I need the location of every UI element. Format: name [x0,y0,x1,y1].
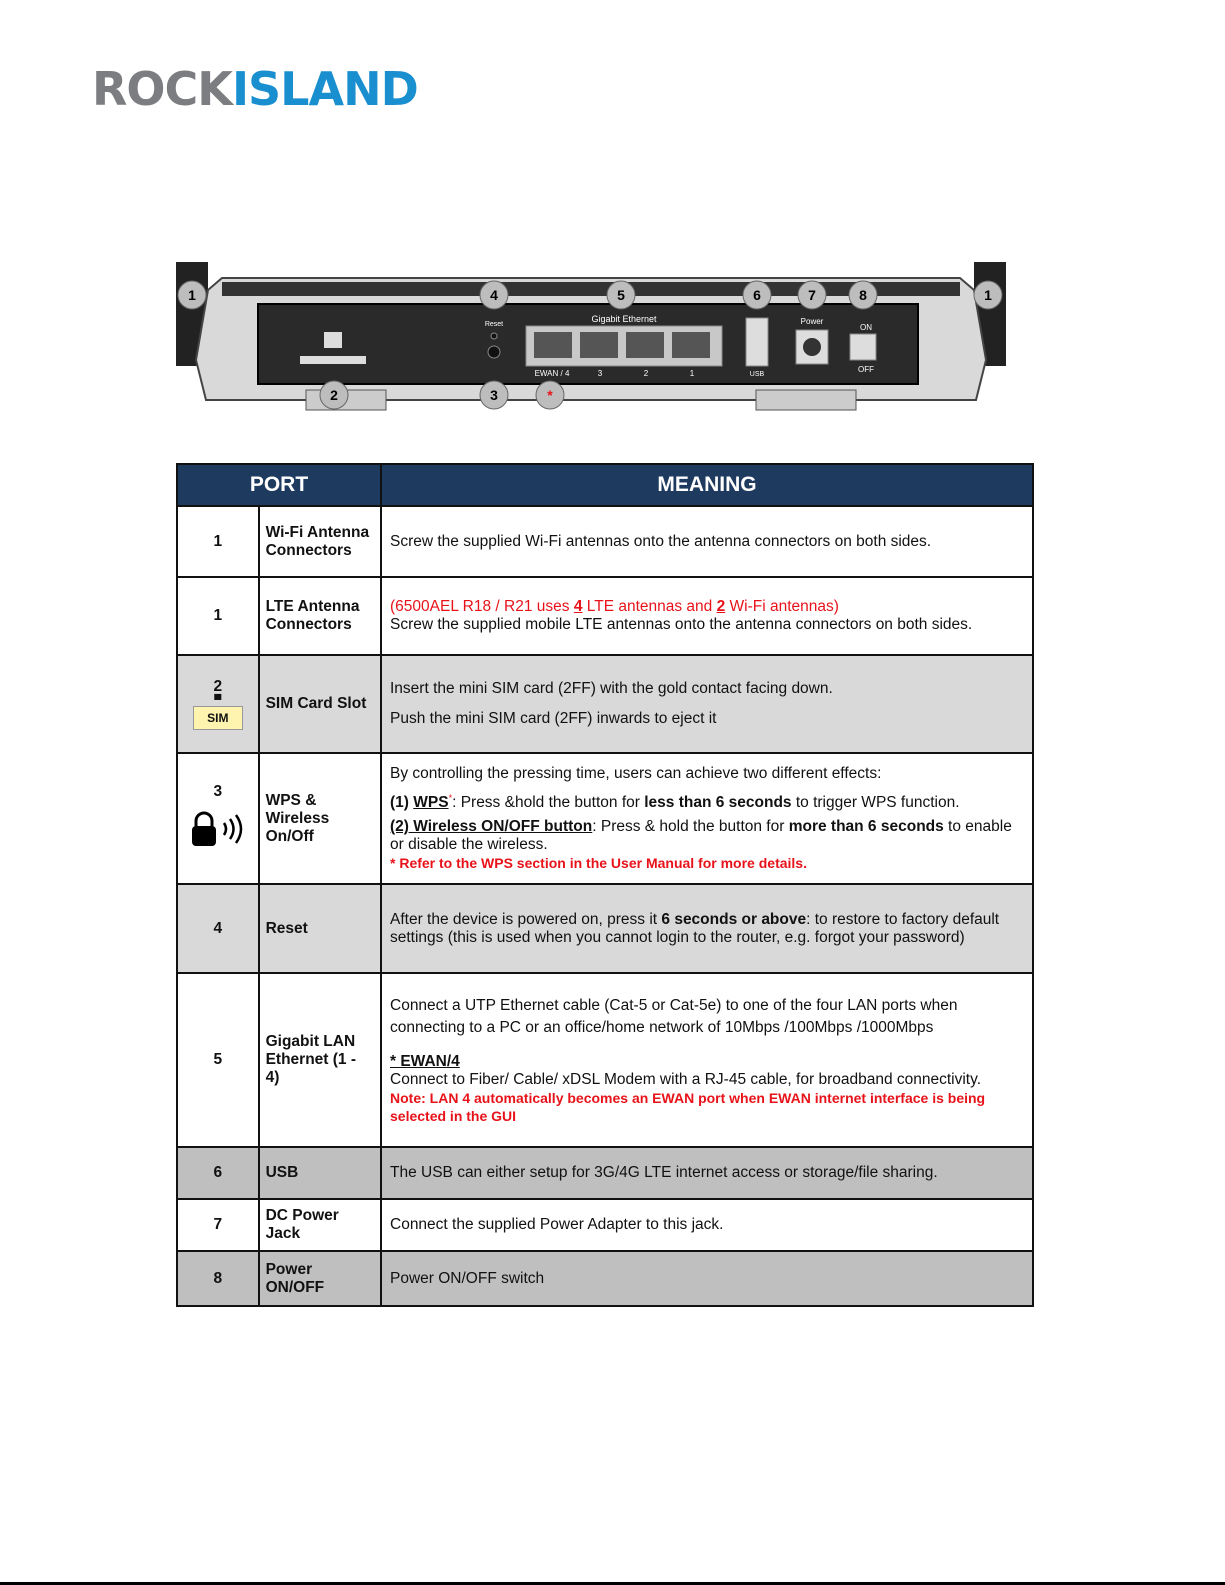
sim-icon [324,332,342,348]
row-num: 1 [177,577,259,655]
row-num: 8 [177,1251,259,1306]
wps-button [488,346,500,358]
sim-slot [300,356,366,364]
label-usb: USB [749,371,765,378]
row-num: 3 [177,753,259,884]
label-port-1: 1 [689,369,695,378]
table-row [177,577,1033,655]
callout-6: 6 [753,287,761,303]
ethernet-port-3 [580,332,618,358]
callout-3: 3 [490,387,498,403]
label-reset: Reset [484,321,504,328]
header-meaning: MEANING [381,464,1033,506]
power-switch [850,334,876,360]
row-name: Power ON/OFF [259,1251,381,1306]
lte-desc: Screw the supplied mobile LTE antennas onto the antenna connectors on both sides. [390,616,973,633]
row-desc [381,753,1033,884]
ethernet-port-1 [672,332,710,358]
callout-7: 7 [808,287,816,303]
sim-badge: SIM [193,706,243,730]
row-num: 2 ▀ SIM [177,655,259,753]
lan-desc: Connect a UTP Ethernet cable (Cat-5 or Cat-5e) to one of the four LAN ports when connecting to a PC or an office/home network of 10Mbps /100Mbps /1000Mbps [390,997,958,1036]
ewan-desc: Connect to Fiber/ Cable/ xDSL Modem with a RJ-45 cable, for broadband connectivity. [390,1071,982,1088]
lte-note: (6500AEL R18 / R21 uses 4 LTE antennas and 2 Wi-Fi antennas) [390,598,839,615]
label-power: Power [800,317,824,326]
row-num: 6 [177,1147,259,1199]
row-name: Wi-Fi Antenna Connectors [259,506,381,577]
label-off: OFF [858,365,874,374]
label-on: ON [860,323,872,332]
table-header [177,464,1033,506]
row-name: Gigabit LAN Ethernet (1 - 4) [259,973,381,1147]
row-name: Reset [259,884,381,973]
callout-star: * [547,387,553,403]
row-name: USB [259,1147,381,1199]
row-num: 5 [177,973,259,1147]
ethernet-port-ewan [534,332,572,358]
wps-effect-1: (1) WPS*: Press &hold the button for less than 6 seconds to trigger WPS function. [390,792,960,812]
label-port-3: 3 [597,369,603,378]
callout-1-left: 1 [188,287,196,303]
sim-card-icon: ▀ [214,695,222,706]
row-name: LTE Antenna Connectors [259,577,381,655]
logo-rock: ROCK [92,62,232,116]
ewan-heading: * EWAN/4 [390,1053,460,1070]
row-desc: Connect the supplied Power Adapter to this jack. [381,1199,1033,1251]
row-num: 1 [177,506,259,577]
label-gigabit: Gigabit Ethernet [591,314,657,324]
callout-8: 8 [859,287,867,303]
row-name: WPS & Wireless On/Off [259,753,381,884]
table-row [177,1147,1033,1199]
sim-desc-2: Push the mini SIM card (2FF) inwards to eject it [390,710,717,727]
ewan-note: Note: LAN 4 automatically becomes an EWAN port when EWAN internet interface is being selected in the GUI [390,1090,986,1124]
reset-hole [491,333,497,339]
label-port-2: 2 [643,369,649,378]
ethernet-port-2 [626,332,664,358]
row-name: DC Power Jack [259,1199,381,1251]
row-desc [381,655,1033,753]
sim-desc-1: Insert the mini SIM card (2FF) with the gold contact facing down. [390,680,833,697]
table-row [177,884,1033,973]
wps-intro: By controlling the pressing time, users can achieve two different effects: [390,764,882,782]
router-rear-diagram [176,260,1006,420]
port-meaning-table [176,463,1034,1307]
header-port: PORT [177,464,381,506]
row-name: SIM Card Slot [259,655,381,753]
table-row [177,1251,1033,1306]
table-row [177,655,1033,753]
dc-jack [803,338,821,356]
row-desc: The USB can either setup for 3G/4G LTE internet access or storage/file sharing. [381,1147,1033,1199]
lock-wireless-icon [179,809,257,854]
row-desc [381,973,1033,1147]
callout-4: 4 [490,287,498,303]
row-num: 4 [177,884,259,973]
table-row [177,506,1033,577]
row-desc: After the device is powered on, press it 6 seconds or above: to restore to factory default settings (this is used when you cannot login to the router, e.g. forgot your password) [381,884,1033,973]
usb-port [746,318,768,366]
row-desc: Screw the supplied Wi-Fi antennas onto the antenna connectors on both sides. [381,506,1033,577]
table-row [177,973,1033,1147]
logo-island: ISLAND [231,62,418,116]
callout-1-right: 1 [984,287,992,303]
wps-effect-2: (2) Wireless ON/OFF button: Press & hold the button for more than 6 seconds to enable or disable the wireless. [390,818,1012,854]
table-row [177,753,1033,884]
row-num: 7 [177,1199,259,1251]
row-desc: Power ON/OFF switch [381,1251,1033,1306]
callout-2: 2 [330,387,338,403]
wps-note: * Refer to the WPS section in the User Manual for more details. [390,855,807,872]
rockisland-logo [92,64,418,114]
label-ewan: EWAN / 4 [534,369,570,378]
table-row [177,1199,1033,1251]
row-desc [381,577,1033,655]
callout-5: 5 [617,287,625,303]
